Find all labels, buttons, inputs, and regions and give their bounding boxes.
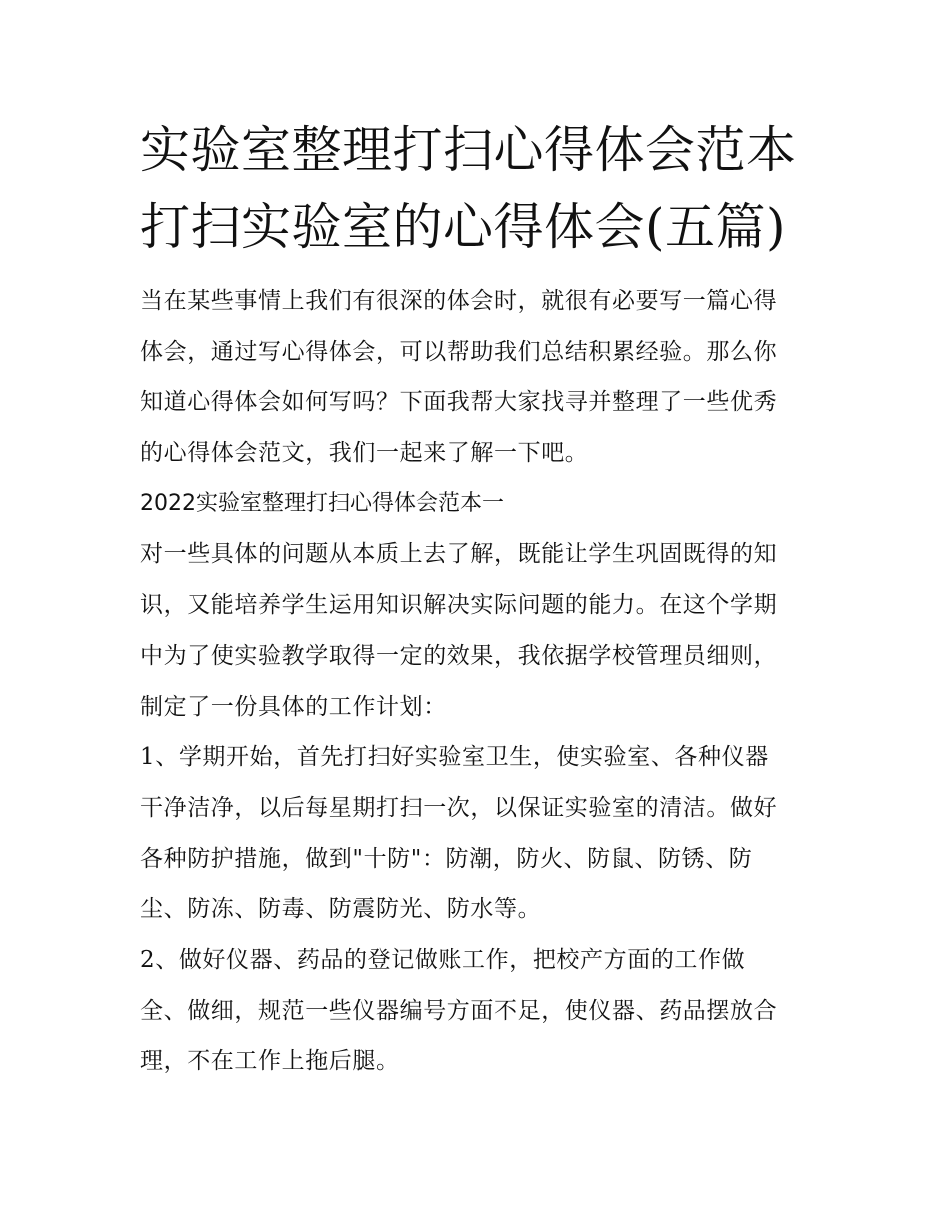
list-item-1-line: 干净洁净，以后每星期打扫一次，以保证实验室的清洁。做好: [140, 794, 778, 821]
list-item-2-line: 2、做好仪器、药品的登记做账工作，把校产方面的工作做: [140, 946, 746, 973]
intro-line: 当在某些事情上我们有很深的体会时，就很有必要写一篇心得: [140, 288, 778, 314]
section-intro-line: 制定了一份具体的工作计划：: [140, 693, 447, 720]
intro-line: 知道心得体会如何写吗？下面我帮大家找寻并整理了一些优秀: [140, 389, 778, 416]
title-line-2: 打扫实验室的心得体会(五篇): [140, 198, 787, 256]
list-item-2: [140, 935, 820, 1087]
section-intro-line: 对一些具体的问题从本质上去了解，既能让学生巩固既得的知: [140, 541, 778, 568]
list-item-1-line: 1、学期开始，首先打扫好实验室卫生，使实验室、各种仪器: [140, 744, 769, 771]
section-intro-line: 识，又能培养学生运用知识解决实际问题的能力。在这个学期: [140, 592, 778, 619]
intro-paragraph: [140, 276, 820, 479]
intro-line: 的心得体会范文，我们一起来了解一下吧。: [140, 440, 589, 467]
document-body: [140, 276, 820, 1087]
list-item-2-line: 理，不在工作上拖后腿。: [140, 1048, 400, 1075]
list-item-1: [140, 732, 820, 935]
document-title: [140, 112, 840, 266]
title-line-1: 实验室整理打扫心得体会范本: [140, 121, 797, 179]
section-heading: 2022实验室整理打扫心得体会范本一: [140, 490, 504, 516]
list-item-2-line: 全、做细，规范一些仪器编号方面不足，使仪器、药品摆放合: [140, 997, 778, 1024]
list-item-1-line: 各种防护措施，做到"十防"：防潮，防火、防鼠、防锈、防: [140, 845, 753, 872]
intro-line: 体会，通过写心得体会，可以帮助我们总结积累经验。那么你: [140, 338, 778, 365]
section-intro-line: 中为了使实验教学取得一定的效果，我依据学校管理员细则，: [140, 642, 778, 669]
section-heading-block: [140, 479, 820, 530]
list-item-1-line: 尘、防冻、防毒、防震防光、防水等。: [140, 896, 542, 923]
section-intro-paragraph: [140, 529, 820, 732]
